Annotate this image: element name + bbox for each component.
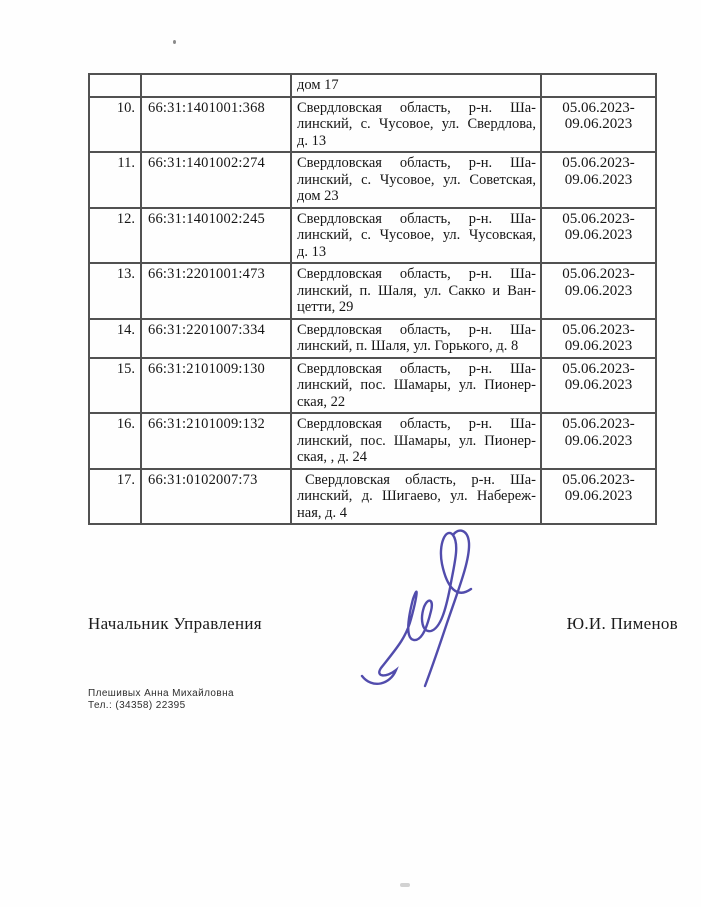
contact-phone: Тел.: (34358) 22395	[88, 700, 186, 711]
address-line: ская, , д. 24	[297, 449, 367, 465]
scan-speck	[400, 883, 410, 887]
dates-cell	[541, 263, 656, 319]
table-row	[89, 358, 656, 414]
scan-speck	[173, 40, 176, 44]
table-row	[89, 97, 656, 153]
table-row	[89, 208, 656, 264]
dates-cell	[541, 152, 656, 208]
address-line: линский, пос. Шамары, ул. Пионер-	[297, 432, 536, 449]
cadastral-number-cell: 66:31:2101009:130	[141, 358, 291, 414]
date-line: 09.06.2023	[564, 116, 633, 132]
cadastral-number-cell: 66:31:1401001:368	[141, 97, 291, 153]
cadastral-number-cell: 66:31:2201007:334	[141, 319, 291, 358]
signoff-row	[88, 614, 678, 634]
land-parcel-inspection-table	[88, 73, 657, 525]
contact-block	[88, 688, 234, 712]
address-line: Свердловская область, р-н. Ша-	[297, 99, 536, 116]
date-line: 09.06.2023	[564, 282, 633, 299]
contact-name: Плешивых Анна Михайловна	[88, 688, 234, 699]
address-line: линский, пос. Шамары, ул. Пионер-	[297, 377, 536, 393]
signoff-name: Ю.И. Пименов	[566, 614, 678, 633]
address-cell	[291, 208, 541, 264]
row-number-cell: 10.	[89, 97, 141, 153]
signoff-title: Начальник Управления	[88, 614, 262, 633]
dates-cell	[541, 469, 656, 525]
date-line: 05.06.2023-	[562, 155, 635, 171]
row-number-cell: 17.	[89, 469, 141, 525]
table-row	[89, 152, 656, 208]
date-line: 09.06.2023	[564, 338, 633, 354]
row-number-cell: 13.	[89, 263, 141, 319]
address-line: дом 17	[297, 77, 339, 93]
date-line: 05.06.2023-	[562, 266, 635, 282]
date-line: 09.06.2023	[564, 377, 633, 393]
table-row	[89, 263, 656, 319]
address-line: линский, д. Шигаево, ул. Набереж-	[297, 488, 536, 504]
date-line: 05.06.2023-	[562, 321, 635, 338]
table-row	[89, 469, 656, 525]
date-line: 09.06.2023	[564, 432, 633, 449]
dates-cell	[541, 413, 656, 469]
dates-cell	[541, 97, 656, 153]
address-line: д. 13	[297, 243, 327, 260]
dates-cell	[541, 358, 656, 414]
address-cell	[291, 319, 541, 358]
dates-cell	[541, 208, 656, 264]
address-line: Свердловская область, р-н. Ша-	[305, 471, 536, 488]
address-line: линский, п. Шаля, ул. Сакко и Ван-	[297, 282, 536, 299]
date-line: 09.06.2023	[564, 227, 633, 243]
address-cell	[291, 152, 541, 208]
cadastral-number-cell	[141, 74, 291, 97]
address-line: ская, 22	[297, 393, 346, 410]
row-number-cell: 11.	[89, 152, 141, 208]
table-row	[89, 413, 656, 469]
address-line: линский, с. Чусовое, ул. Свердлова,	[297, 116, 536, 132]
cadastral-number-cell: 66:31:1401002:274	[141, 152, 291, 208]
address-line: Свердловская область, р-н. Ша-	[297, 360, 536, 377]
table-row	[89, 319, 656, 358]
cadastral-number-cell: 66:31:2101009:132	[141, 413, 291, 469]
row-number-cell: 16.	[89, 413, 141, 469]
date-line: 05.06.2023-	[562, 471, 635, 488]
row-number-cell: 14.	[89, 319, 141, 358]
address-line: д. 13	[297, 132, 327, 149]
date-line: 05.06.2023-	[562, 210, 635, 227]
table-body	[89, 74, 656, 524]
address-cell	[291, 74, 541, 97]
date-line: 05.06.2023-	[562, 416, 635, 432]
table-row	[89, 74, 656, 97]
address-line: Свердловская область, р-н. Ша-	[297, 155, 536, 171]
address-cell	[291, 469, 541, 525]
row-number-cell: 12.	[89, 208, 141, 264]
cadastral-number-cell: 66:31:2201001:473	[141, 263, 291, 319]
row-number-cell: 15.	[89, 358, 141, 414]
address-line: Свердловская область, р-н. Ша-	[297, 321, 536, 338]
address-line: Свердловская область, р-н. Ша-	[297, 416, 536, 432]
address-line: линский, с. Чусовое, ул. Чусовская,	[297, 227, 536, 243]
address-line: цетти, 29	[297, 299, 354, 315]
address-line: Свердловская область, р-н. Ша-	[297, 266, 536, 282]
cadastral-number-cell: 66:31:0102007:73	[141, 469, 291, 525]
date-line: 09.06.2023	[564, 488, 633, 504]
cadastral-number-cell: 66:31:1401002:245	[141, 208, 291, 264]
address-cell	[291, 263, 541, 319]
address-line: линский, с. Чусовое, ул. Советская,	[297, 171, 536, 188]
address-line: Свердловская область, р-н. Ша-	[297, 210, 536, 227]
date-line: 05.06.2023-	[562, 360, 635, 377]
date-line: 05.06.2023-	[562, 99, 635, 116]
row-number-cell	[89, 74, 141, 97]
address-cell	[291, 358, 541, 414]
address-line: дом 23	[297, 188, 339, 204]
date-line: 09.06.2023	[564, 171, 633, 188]
address-line: линский, п. Шаля, ул. Горького, д. 8	[297, 338, 519, 354]
address-cell	[291, 97, 541, 153]
dates-cell	[541, 319, 656, 358]
dates-cell	[541, 74, 656, 97]
address-cell	[291, 413, 541, 469]
address-line: ная, д. 4	[297, 504, 347, 521]
